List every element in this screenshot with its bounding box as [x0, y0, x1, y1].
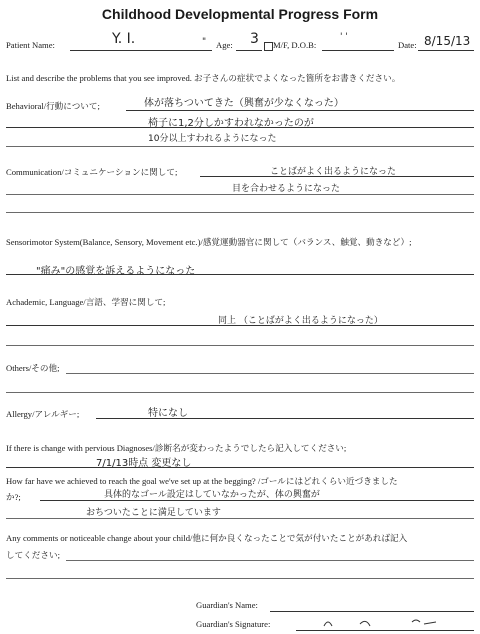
diagnosis-line-1: 7/1/13時点 変更なし: [96, 458, 192, 469]
age-label: Age:: [216, 40, 233, 50]
diagnosis-label: If there is change with pervious Diagnoses/診断名が変わったようでしたら記入してください;: [6, 443, 347, 453]
patient-name-value: Y. I.: [112, 31, 136, 47]
form-title: Childhood Developmental Progress Form: [101, 6, 379, 22]
behavioral-line-2: 椅子に1,2分しかすわれなかったのが: [148, 118, 314, 129]
guardian-signature-mark: [320, 612, 450, 632]
patient-name-label: Patient Name:: [6, 40, 55, 50]
guardian-name-label: Guardian's Name:: [196, 600, 258, 610]
allergy-label: Allergy/アレルギー;: [6, 409, 80, 419]
comments-label-line-2: してください;: [6, 550, 60, 560]
others-label: Others/その他;: [6, 363, 60, 373]
dob-value: ' ': [340, 32, 348, 42]
allergy-line-1: 特になし: [148, 408, 188, 419]
goal-line-2: おちついたことに満足しています: [86, 508, 221, 518]
behavioral-label: Behavioral/行動について;: [6, 101, 100, 111]
communication-label: Communication/コミュニケーションに関して;: [6, 167, 178, 177]
date-value: 8/15/13: [424, 34, 471, 48]
patient-name-suffix: ": [202, 37, 207, 47]
behavioral-line-1: 体が落ちついてきた（興奮が少なくなった）: [144, 98, 344, 109]
goal-line-1: 具体的なゴール設定はしていなかったが、体の興奮が: [104, 490, 320, 500]
sensorimotor-line-1: "痛み"の感覚を訴えるようになった: [36, 266, 196, 277]
guardian-signature-label: Guardian's Signature:: [196, 619, 271, 629]
communication-line-1: ことばがよく出るようになった: [270, 167, 397, 177]
academic-label: Achademic, Language/言語、学習に関して;: [6, 297, 166, 307]
academic-line-1: 同上 （ことばがよく出るようになった）: [218, 316, 383, 326]
age-value: 3: [250, 31, 259, 47]
sex-checkbox[interactable]: [264, 42, 273, 51]
sex-dob-label: M/F, D.O.B:: [264, 40, 316, 51]
sensorimotor-label: Sensorimotor System(Balance, Sensory, Movement etc.)/感覚運動器官に関して（バランス、触覚、動きなど）;: [6, 237, 412, 247]
goal-label-line-2: か?;: [6, 492, 21, 502]
date-label: Date:: [398, 40, 417, 50]
behavioral-line-3: 10分以上すわれるようになった: [148, 134, 277, 144]
comments-label-line-1: Any comments or noticeable change about your child/他に何か良くなったことで気が付いたことがあれば記入: [6, 533, 408, 543]
instruction-text: List and describe the problems that you see improved. お子さんの症状でよくなった箇所をお書きください。: [6, 73, 401, 83]
communication-line-2: 目を合わせるようになった: [232, 184, 341, 194]
goal-label-line-1: How far have we achieved to reach the goal we've set up at the begging? /ゴールにはどれくらい近づきました: [6, 476, 398, 486]
